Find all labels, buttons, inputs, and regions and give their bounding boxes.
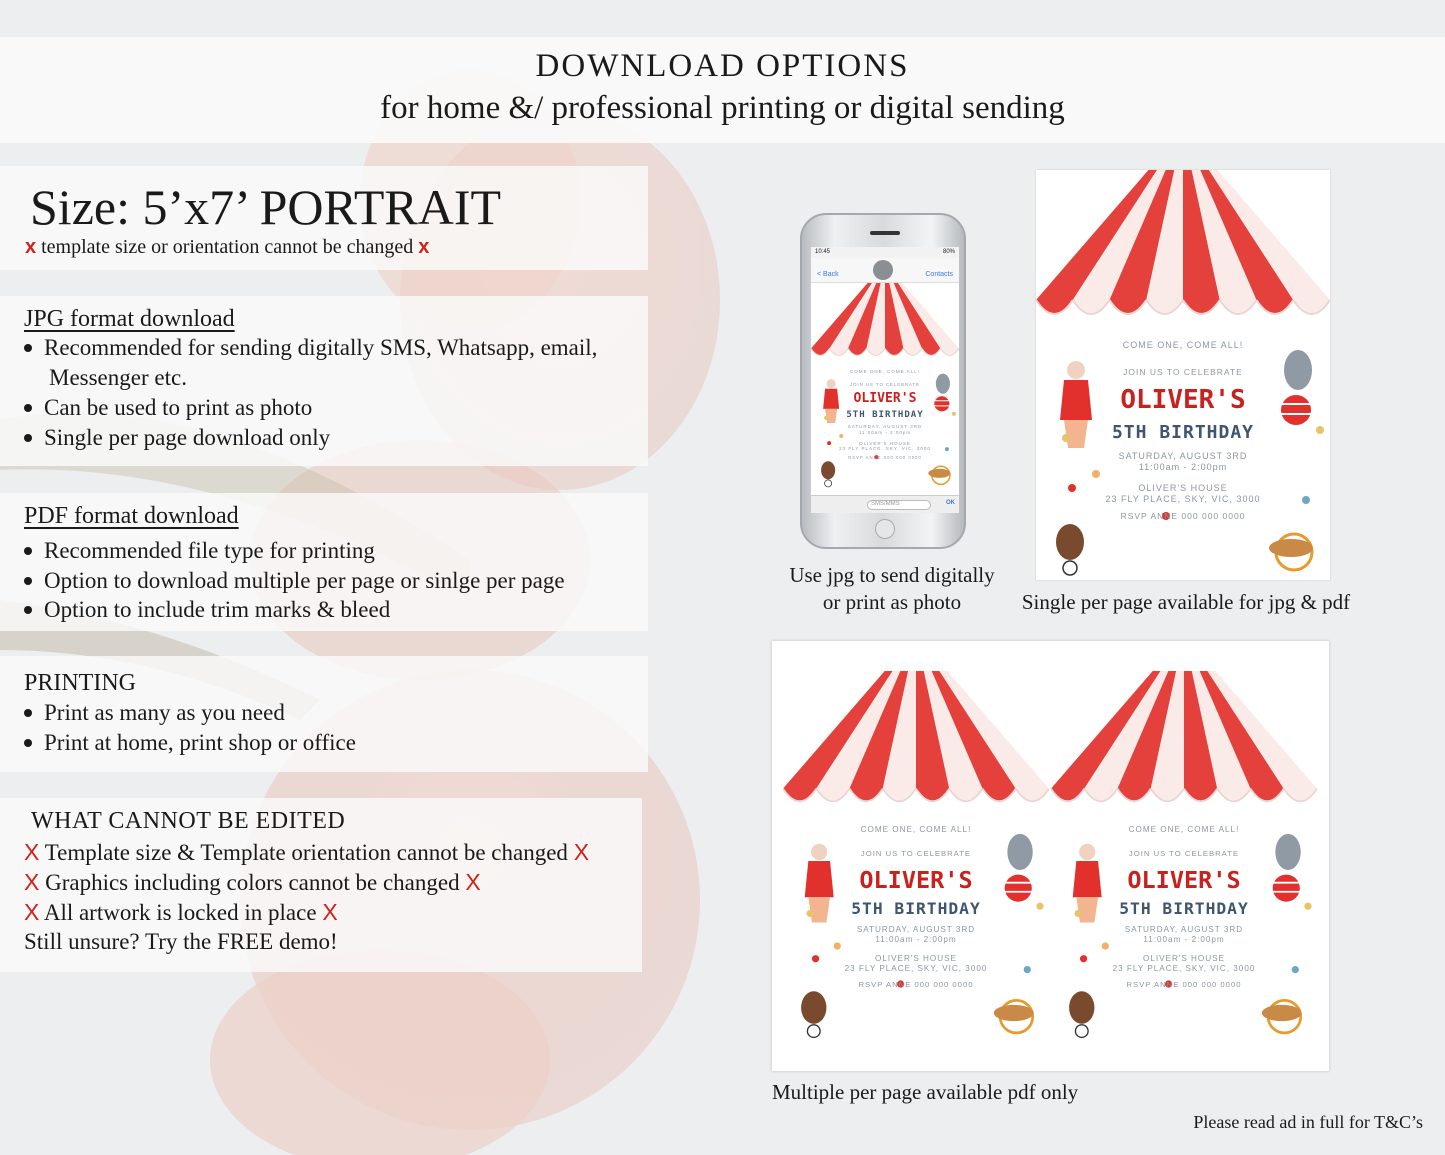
invitation-date: SATURDAY, AUGUST 3RD xyxy=(856,925,976,935)
list-item: X Graphics including colors cannot be changed X xyxy=(24,869,481,895)
home-button-icon xyxy=(875,519,895,539)
invitation-address: 23 FLY PLACE, SKY, VIC, 3000 xyxy=(839,446,931,452)
list-item: Can be used to print as photo xyxy=(24,395,312,421)
circus-awning-graphic xyxy=(783,671,1049,1049)
page-title: DOWNLOAD OPTIONS xyxy=(535,48,910,84)
size-note xyxy=(25,236,429,259)
bullet-icon xyxy=(24,709,32,717)
list-item-continuation: Messenger etc. xyxy=(49,365,187,390)
x-mark-icon: X xyxy=(465,869,481,895)
invitation-come: COME ONE, COME ALL! xyxy=(1128,824,1240,834)
phone-caption: Use jpg to send digitally or print as photo xyxy=(789,563,995,614)
x-mark-icon: X xyxy=(24,899,40,925)
invitation-date: SATURDAY, AUGUST 3RD xyxy=(1118,451,1248,461)
invitation-come: COME ONE, COME ALL! xyxy=(850,368,920,374)
invitation-name: OLIVER'S xyxy=(1120,385,1246,415)
terms-note: Please read ad in full for T&C’s xyxy=(1193,1112,1423,1132)
jpg-panel xyxy=(0,296,648,466)
single-caption: Single per page available for jpg & pdf xyxy=(1021,590,1351,614)
invitation-address: 23 FLY PLACE, SKY, VIC, 3000 xyxy=(1112,964,1256,974)
bullet-icon xyxy=(24,739,32,747)
printing-heading: PRINTING xyxy=(24,670,136,696)
invitation-come: COME ONE, COME ALL! xyxy=(860,824,972,834)
list-item: Recommended file type for printing xyxy=(24,538,375,564)
invitation-preview xyxy=(811,283,959,495)
multiple-caption: Multiple per page available pdf only xyxy=(772,1080,1079,1104)
invitation-rsvp: RSVP ANNE 000 000 0000 xyxy=(1126,979,1242,989)
circus-awning-graphic xyxy=(811,283,959,495)
invitation-preview xyxy=(1051,671,1317,1049)
invitation-birthday: 5TH BIRTHDAY xyxy=(851,899,981,918)
invitation-name: OLIVER'S xyxy=(859,865,973,894)
size-note-text: template size or orientation cannot be changed xyxy=(36,236,419,258)
bullet-icon xyxy=(24,547,32,555)
invitation-come: COME ONE, COME ALL! xyxy=(1122,340,1244,350)
invitation-birthday: 5TH BIRTHDAY xyxy=(1111,422,1255,443)
x-mark-icon: x xyxy=(25,236,37,258)
pdf-heading: PDF format download xyxy=(24,503,239,529)
phone-status-bar: 10:45 80% xyxy=(811,247,959,258)
message-compose-bar xyxy=(811,495,959,513)
invitation-venue: OLIVER'S HOUSE xyxy=(1138,483,1228,493)
list-item: Print at home, print shop or office xyxy=(24,730,356,756)
circus-awning-graphic xyxy=(1051,671,1317,1049)
contact-avatar-icon xyxy=(873,260,893,280)
invitation-join: JOIN US TO CELEBRATE xyxy=(1123,367,1243,377)
sms-input[interactable]: SMS/MMS xyxy=(867,500,931,510)
invitation-name: OLIVER'S xyxy=(1127,865,1241,894)
invitation-address: 23 FLY PLACE, SKY, VIC, 3000 xyxy=(1105,494,1261,504)
size-title: Size: 5’x7’ PORTRAIT xyxy=(30,179,502,235)
invitation-preview xyxy=(783,671,1049,1049)
bullet-icon xyxy=(24,606,32,614)
list-item: X All artwork is locked in place X xyxy=(24,899,338,925)
phone-screen xyxy=(811,247,959,513)
bullet-icon xyxy=(24,577,32,585)
not-editable-panel xyxy=(0,798,642,972)
x-mark-icon: X xyxy=(322,899,338,925)
list-item: Print as many as you need xyxy=(24,700,285,726)
invitation-rsvp: RSVP ANNE 000 000 0000 xyxy=(848,454,922,460)
multiple-per-page-sheet xyxy=(772,641,1329,1071)
phone-speaker xyxy=(870,231,900,235)
jpg-heading: JPG format download xyxy=(24,306,235,332)
invitation-venue: OLIVER'S HOUSE xyxy=(1143,954,1225,964)
x-mark-icon: X xyxy=(573,839,590,865)
list-item: X Template size & Template orientation cannot be changed X xyxy=(24,839,590,865)
list-item: Option to include trim marks & bleed xyxy=(24,597,390,623)
page-subtitle: for home &/ professional printing or digital sending xyxy=(380,90,1065,126)
invitation-birthday: 5TH BIRTHDAY xyxy=(846,409,924,420)
invitation-join: JOIN US TO CELEBRATE xyxy=(849,382,920,388)
x-mark-icon: X xyxy=(24,869,40,895)
invitation-venue: OLIVER'S HOUSE xyxy=(859,440,911,446)
list-item: Option to download multiple per page or sinlge per page xyxy=(24,568,565,594)
invitation-time: 11:00am - 2:00pm xyxy=(1143,935,1225,945)
single-invitation-card xyxy=(1036,170,1330,580)
list-item: Single per page download only xyxy=(24,425,330,451)
invitation-time: 11:00am - 2:00pm xyxy=(875,935,957,945)
invitation-name: OLIVER'S xyxy=(853,391,917,407)
invitation-preview xyxy=(1036,170,1330,580)
size-panel xyxy=(0,166,648,270)
contacts-link[interactable]: Contacts xyxy=(925,271,953,278)
invitation-address: 23 FLY PLACE, SKY, VIC, 3000 xyxy=(844,964,988,974)
invitation-birthday: 5TH BIRTHDAY xyxy=(1119,899,1249,918)
header-band xyxy=(0,37,1445,143)
send-button[interactable]: OK xyxy=(946,500,955,506)
pdf-panel xyxy=(0,493,648,631)
invitation-rsvp: RSVP ANNE 000 000 0000 xyxy=(858,979,974,989)
invitation-date: SATURDAY, AUGUST 3RD xyxy=(847,424,923,430)
invitation-time: 11:00am - 2:00pm xyxy=(1138,462,1228,472)
not-editable-heading: WHAT CANNOT BE EDITED xyxy=(31,808,346,834)
phone-nav-bar xyxy=(811,258,959,283)
invitation-time: 11:00am - 2:00pm xyxy=(858,429,912,435)
invitation-venue: OLIVER'S HOUSE xyxy=(875,954,957,964)
bullet-icon xyxy=(24,344,32,352)
demo-note: Still unsure? Try the FREE demo! xyxy=(24,929,338,954)
invitation-date: SATURDAY, AUGUST 3RD xyxy=(1124,925,1244,935)
x-mark-icon: x xyxy=(418,236,430,258)
x-mark-icon: X xyxy=(24,839,40,865)
invitation-join: JOIN US TO CELEBRATE xyxy=(860,849,972,859)
bullet-icon xyxy=(24,404,32,412)
bullet-icon xyxy=(24,434,32,442)
back-link[interactable]: < Back xyxy=(817,271,839,278)
phone-mockup xyxy=(800,213,966,549)
printing-panel xyxy=(0,656,648,772)
invitation-join: JOIN US TO CELEBRATE xyxy=(1128,849,1240,859)
list-item: Recommended for sending digitally SMS, Whatsapp, email, xyxy=(24,335,597,361)
invitation-rsvp: RSVP ANNE 000 000 0000 xyxy=(1120,511,1246,521)
